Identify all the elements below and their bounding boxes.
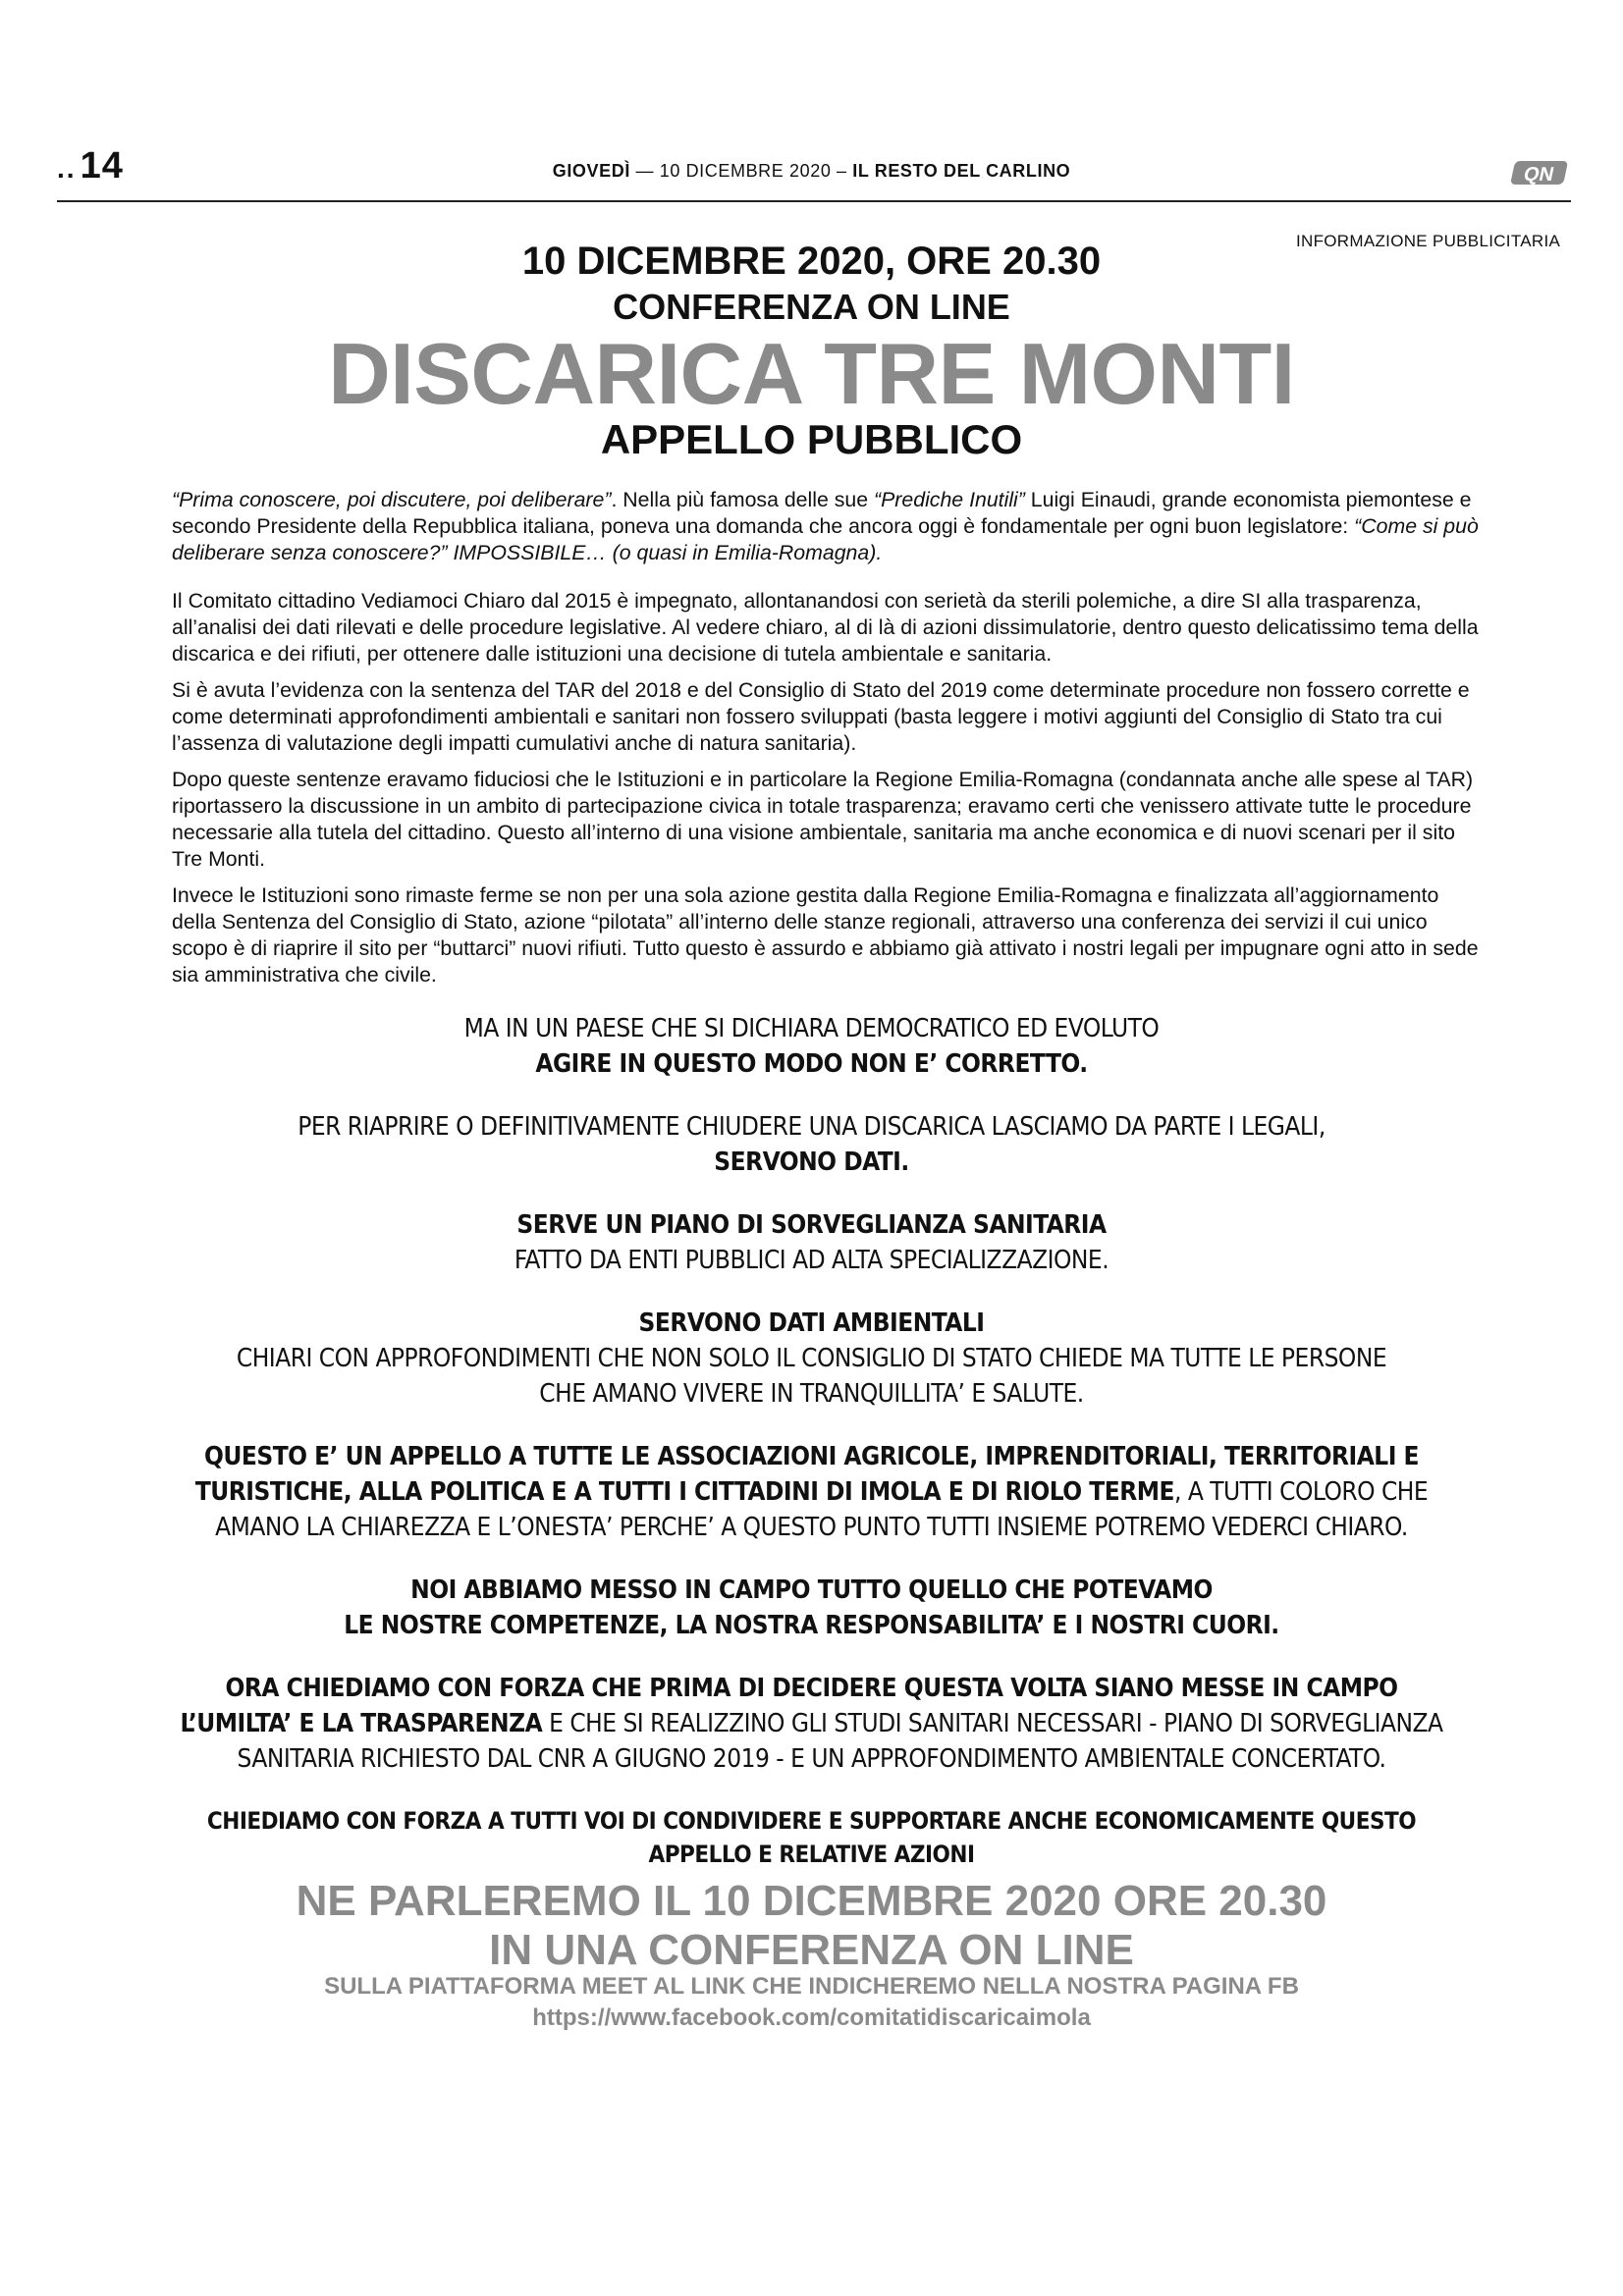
body-paragraph-1 [172, 487, 1483, 566]
closing-line-2: IN UNA CONFERENZA ON LINE [489, 1926, 1134, 1974]
page-number-value: 14 [80, 145, 124, 187]
facebook-link[interactable]: https://www.facebook.com/comitatidiscaricaimola [532, 2004, 1091, 2031]
body-paragraph-4: Dopo queste sentenze eravamo fiduciosi che le Istituzioni e in particolare la Regione Emilia-Romagna (condannata anche alle spese al TAR) riportassero la discussione in un ambito di partecipazione civica in totale trasparenza; eravamo certi che venissero attivate tutte le procedure necessarie alla tutela del cittadino. Questo all’interno di una visione ambientale, sanitaria ma anche economica e di nuovi scenari per il sito Tre Monti. [172, 768, 1474, 871]
body-p1-a: . Nella più famosa delle sue [611, 488, 874, 511]
qn-logo [1508, 157, 1571, 188]
statement-7-rest: E CHE SI REALIZZINO GLI STUDI SANITARI NECESSARI - PIANO DI SORVEGLIANZA SANITARIA RICHIESTO DAL CNR A GIUGNO 2019 - E UN APPROFONDIMENTO AMBIENTALE CONCERTATO. [237, 1709, 1443, 1774]
title-conference: CONFERENZA ON LINE [613, 287, 1010, 327]
statement-2 [172, 1109, 1451, 1180]
header-rule [57, 200, 1571, 202]
body-p1-end: “Come si può deliberare senza conoscere?” IMPOSSIBILE… (o quasi in Emilia-Romagna). [172, 514, 1479, 564]
appeal-statements [172, 1011, 1451, 1898]
statement-1-bold: AGIRE IN QUESTO MODO NON E’ CORRETTO. [535, 1049, 1088, 1079]
statement-4 [172, 1306, 1451, 1412]
closing-line-3: SULLA PIATTAFORMA MEET AL LINK CHE INDICHEREMO NELLA NOSTRA PAGINA FB [324, 1973, 1299, 2000]
title-sub: APPELLO PUBBLICO [600, 416, 1023, 462]
statement-3-line: FATTO DA ENTI PUBBLICI AD ALTA SPECIALIZZAZIONE. [514, 1246, 1109, 1275]
body-paragraph-3: Si è avuta l’evidenza con la sentenza del TAR del 2018 e del Consiglio di Stato del 2019 come determinate procedure non fossero corrette e come determinati approfondimenti ambientali e sanitari non fossero sviluppati (basta leggere i motivi aggiunti del Consiglio di Stato tra cui l’assenza di valutazione degli impatti cumulativi anche di natura sanitaria). [172, 678, 1470, 755]
statement-5 [172, 1439, 1451, 1545]
dateline-newspaper: IL RESTO DEL CARLINO [852, 161, 1071, 181]
statement-3 [172, 1207, 1451, 1278]
dateline [0, 161, 1623, 182]
statement-7 [172, 1671, 1451, 1777]
promo-label: INFORMAZIONE PUBBLICITARIA [1296, 232, 1561, 250]
dateline-date: — 10 DICEMBRE 2020 – [635, 161, 847, 181]
statement-4-line-2: CHE AMANO VIVERE IN TRANQUILLITA’ E SALUTE. [539, 1379, 1084, 1409]
statement-2-bold: SERVONO DATI. [714, 1148, 909, 1177]
dateline-day: GIOVEDÌ [552, 161, 630, 181]
body-paragraph-5: Invece le Istituzioni sono rimaste ferme se non per una sola azione gestita dalla Regione Emilia-Romagna e finalizzata all’aggiornamento della Sentenza del Consiglio di Stato, azione “pilotata” all’interno delle stanze regionali, attraverso una conferenza dei servizi il cui unico scopo è di riaprire il sito per “buttarci” nuovi rifiuti. Tutto questo è assurdo e abbiamo già attivato i nostri legali per impugnare ogni atto in sede sia amministrativa che civile. [172, 883, 1479, 987]
statement-8-line-2: APPELLO E RELATIVE AZIONI [648, 1841, 975, 1868]
statement-1-line: MA IN UN PAESE CHE SI DICHIARA DEMOCRATICO ED EVOLUTO [463, 1014, 1160, 1043]
title-main: DISCARICA TRE MONTI [328, 325, 1295, 422]
qn-logo-text: QN [1521, 164, 1556, 186]
statement-6 [172, 1573, 1451, 1643]
body-text [172, 487, 1483, 998]
statement-8 [172, 1804, 1451, 1871]
body-p1-b: Luigi Einaudi, grande economista piemontese e secondo Presidente della Repubblica italiana, poneva una domanda che ancora oggi è fondamentale per ogni buon legislatore: [172, 488, 1472, 538]
statement-1 [172, 1011, 1451, 1082]
statement-5-rest: , A TUTTI COLORO CHE AMANO LA CHIAREZZA E L’ONESTA’ PERCHE’ A QUESTO PUNTO TUTTI INSIEME POTREMO VEDERCI CHIARO. [215, 1477, 1429, 1542]
statement-2-line: PER RIAPRIRE O DEFINITIVAMENTE CHIUDERE UNA DISCARICA LASCIAMO DA PARTE I LEGALI, [298, 1112, 1325, 1142]
statement-4-bold: SERVONO DATI AMBIENTALI [638, 1308, 985, 1338]
einaudi-quote: “Prima conoscere, poi discutere, poi deliberare” [172, 488, 612, 511]
statement-5-bold: QUESTO E’ UN APPELLO A TUTTE LE ASSOCIAZIONI AGRICOLE, IMPRENDITORIALI, TERRITORIALI E TURISTICHE, ALLA POLITICA E A TUTTI I CITTADINI DI IMOLA E DI RIOLO TERME [194, 1442, 1420, 1507]
statement-4-line-1: CHIARI CON APPROFONDIMENTI CHE NON SOLO IL CONSIGLIO DI STATO CHIEDE MA TUTTE LE PERSONE [236, 1344, 1387, 1373]
statement-6-line-2: LE NOSTRE COMPETENZE, LA NOSTRA RESPONSABILITA’ E I NOSTRI CUORI. [344, 1611, 1279, 1640]
page-dots: .. [57, 153, 77, 184]
statement-8-line-1: CHIEDIAMO CON FORZA A TUTTI VOI DI CONDIVIDERE E SUPPORTARE ANCHE ECONOMICAMENTE QUESTO [206, 1807, 1417, 1835]
statement-3-bold: SERVE UN PIANO DI SORVEGLIANZA SANITARIA [516, 1210, 1107, 1240]
closing-platform [0, 1971, 1623, 2034]
closing-announcement [0, 1877, 1623, 1975]
prediche-title: “Prediche Inutili” [874, 488, 1025, 511]
closing-line-1: NE PARLEREMO IL 10 DICEMBRE 2020 ORE 20.30 [296, 1877, 1327, 1925]
statement-6-line-1: NOI ABBIAMO MESSO IN CAMPO TUTTO QUELLO CHE POTEVAMO [410, 1575, 1213, 1605]
title-datetime: 10 DICEMBRE 2020, ORE 20.30 [521, 240, 1102, 283]
statement-7-bold: ORA CHIEDIAMO CON FORZA CHE PRIMA DI DECIDERE QUESTA VOLTA SIANO MESSE IN CAMPO L’UMILTA’ E LA TRASPARENZA [180, 1674, 1398, 1738]
body-paragraph-2: Il Comitato cittadino Vediamoci Chiaro dal 2015 è impegnato, allontanandosi con serietà da sterili polemiche, a dire SI alla trasparenza, all’analisi dei dati rilevati e delle procedure legislative. Al vedere chiaro, al di là di azioni dissimulatorie, dentro questo delicatissimo tema della discarica e dei rifiuti, per ottenere dalle istituzioni una decisione di tutela ambientale e sanitaria. [172, 589, 1479, 666]
